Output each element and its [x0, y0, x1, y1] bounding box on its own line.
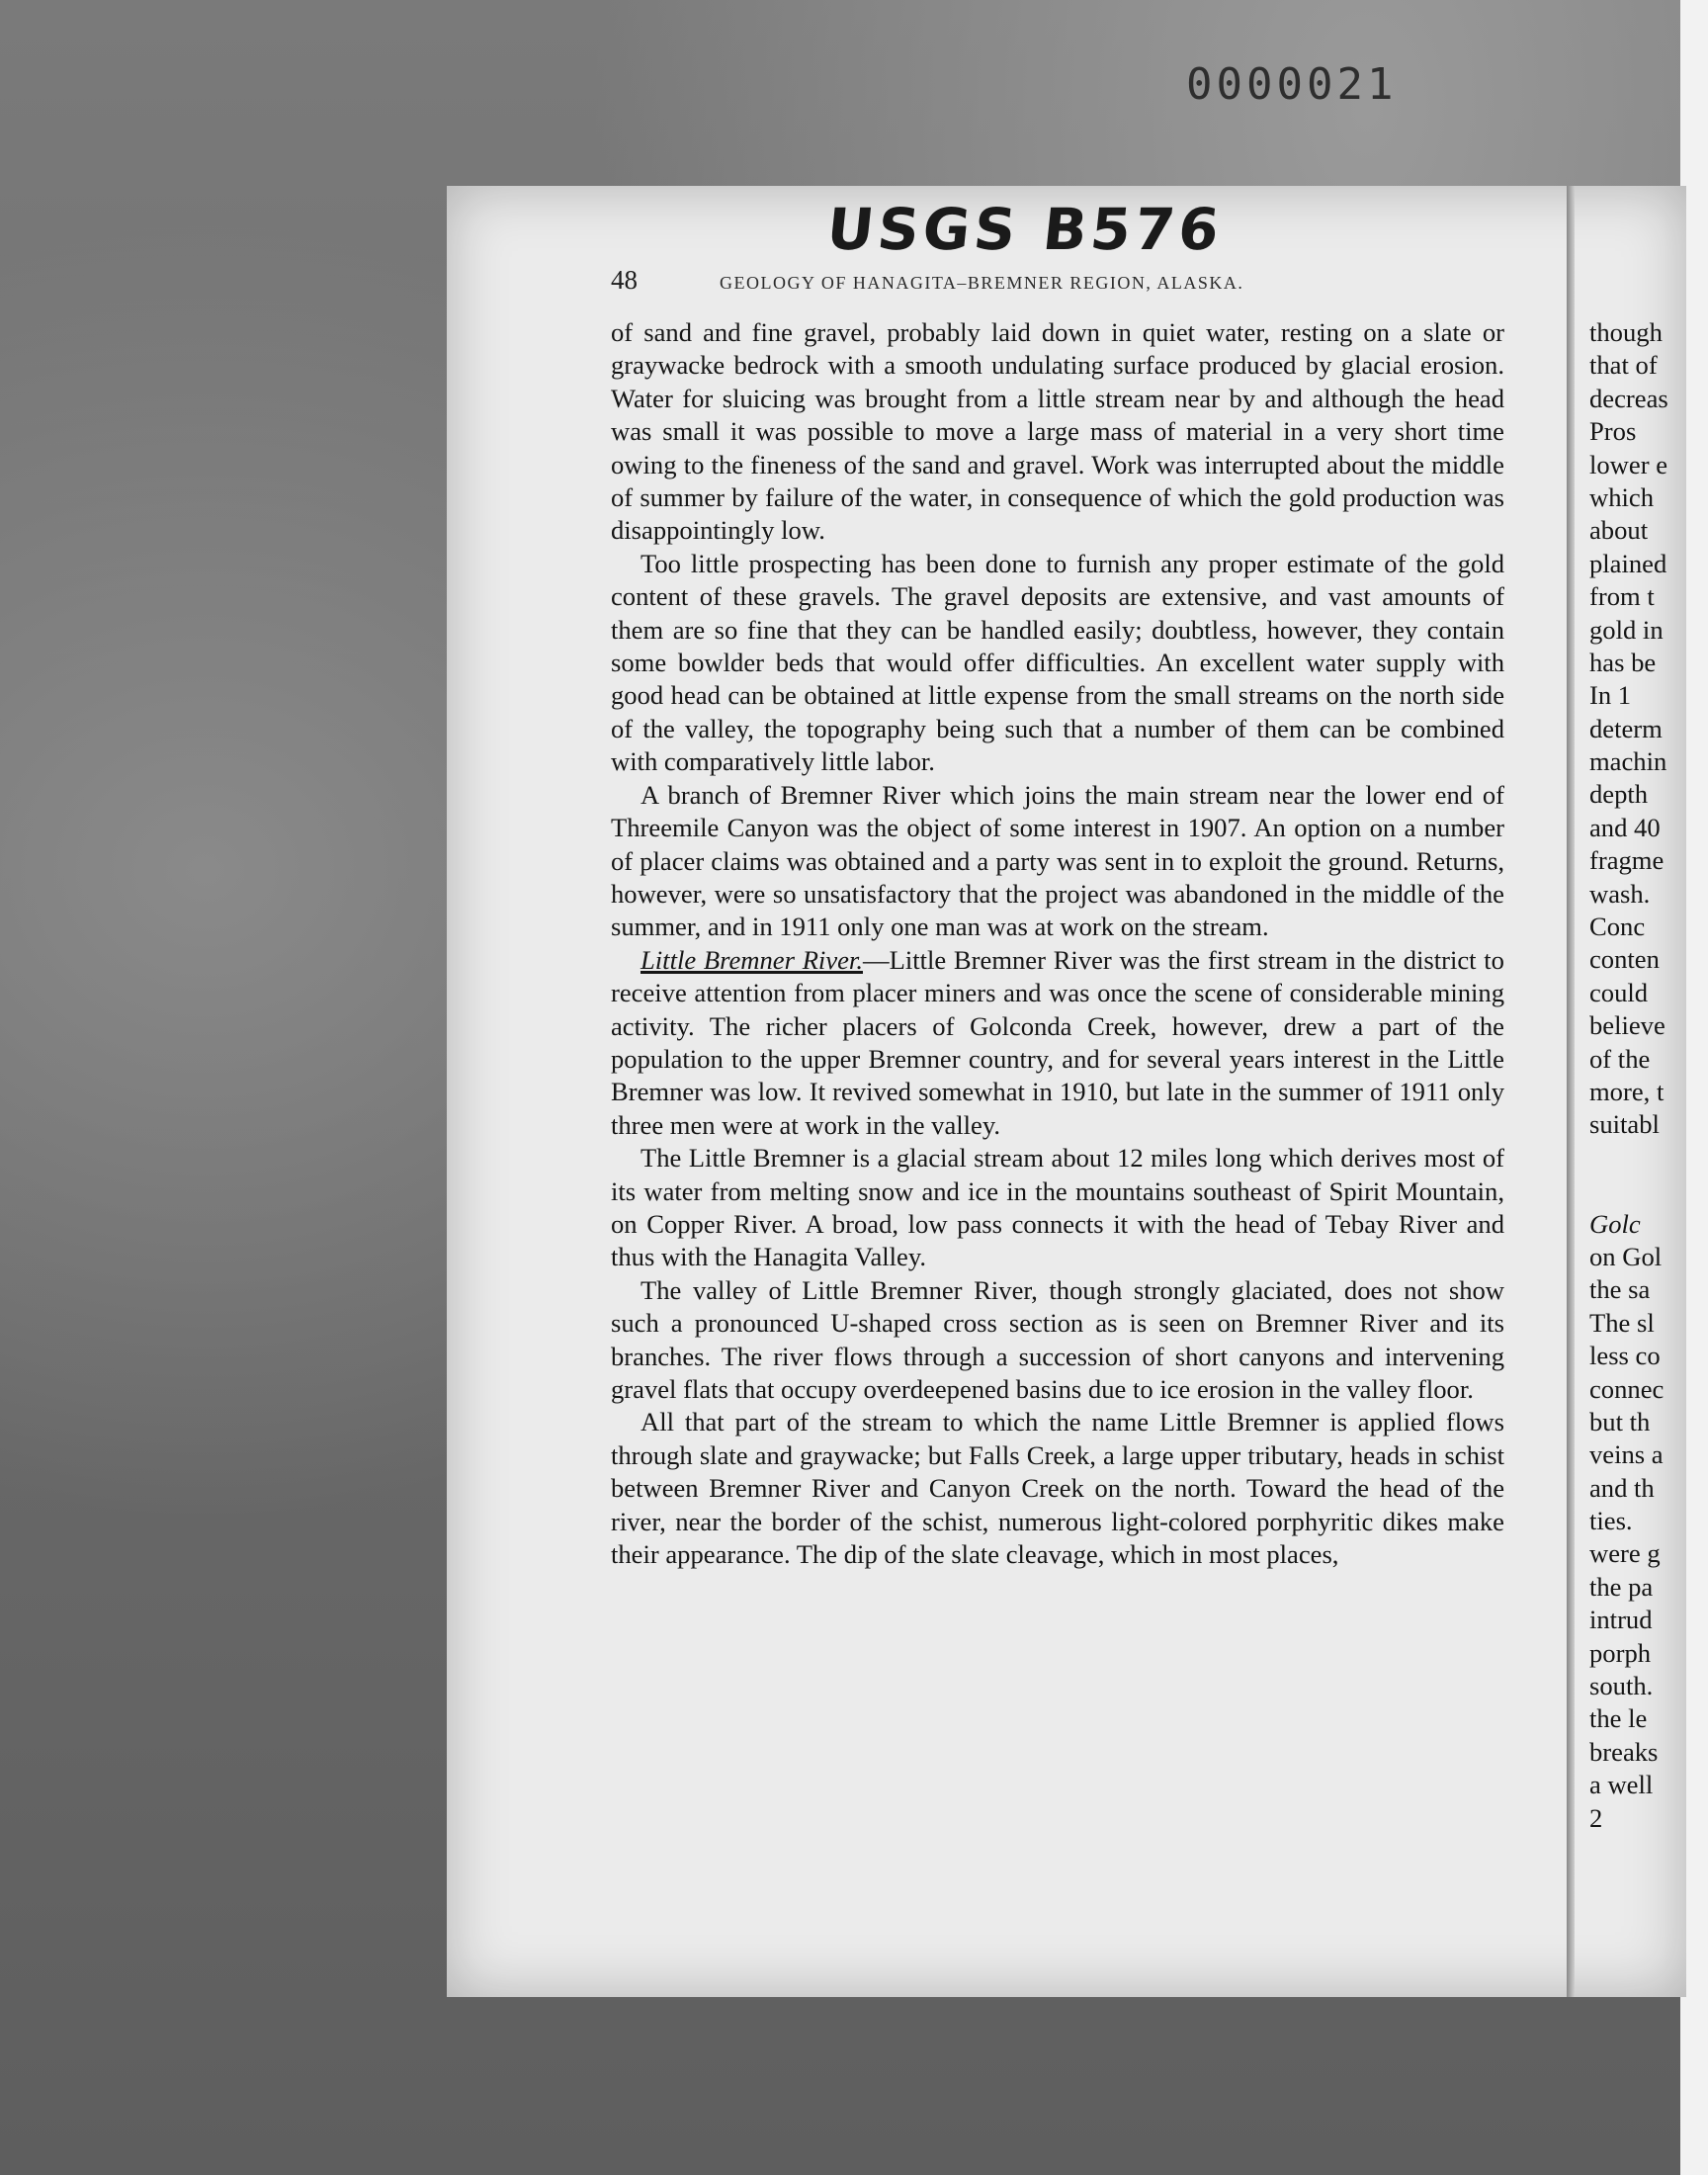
fragment-line: ties. — [1589, 1506, 1633, 1536]
paragraph: of sand and fine gravel, probably laid down in quiet water, resting on a slate or graywacke bedrock with a smooth undulating surface produced by glacial erosion. Water for sluicing was brought from a little stream near by and although the head was small it was possible to move a large mass of material in a very short time owing to the fineness of the sand and gravel. Work was interrupted about the middle of summer by failure of the water, in consequence of which the gold production was disappointingly low. — [611, 317, 1504, 546]
paragraph: The valley of Little Bremner River, though strongly glaciated, does not show such a pronounced U-shaped cross section as is seen on Bremner River and its branches. The river flows through a succession of short canyons and intervening gravel flats that occupy overdeepened basins due to ice erosion in the valley floor. — [611, 1274, 1504, 1404]
fragment-line — [1589, 1174, 1686, 1207]
fragment-line: gold in — [1589, 614, 1664, 645]
document-page — [447, 186, 1686, 1997]
fragment-line: the sa — [1589, 1274, 1651, 1305]
fragment-line: on Gol — [1589, 1241, 1663, 1271]
fragment-line: depth — [1589, 779, 1649, 810]
accession-number: 0000021 — [1186, 59, 1398, 110]
page-number: 48 — [611, 265, 638, 295]
fragment-line: from t — [1589, 581, 1655, 612]
handwritten-annotation: USGS B576 — [823, 196, 1227, 263]
fragment-line: In 1 — [1589, 680, 1632, 711]
fragment-line: machin — [1589, 746, 1667, 777]
fragment-line: plained — [1589, 548, 1667, 578]
fragment-line: could — [1589, 977, 1649, 1007]
paragraph: The Little Bremner is a glacial stream about 12 miles long which derives most of its water from melting snow and ice in the mountains southeast of Spirit Mountain, on Copper River. A broad, low pass connects it with the head of Tebay River and thus with the Hanagita Valley. — [611, 1143, 1504, 1272]
fragment-line: veins a — [1589, 1439, 1664, 1470]
fragment-line: The sl — [1589, 1307, 1655, 1338]
fragment-line: the pa — [1589, 1571, 1654, 1602]
fragment-line: believe — [1589, 1010, 1665, 1041]
fragment-line: the le — [1589, 1703, 1648, 1734]
fragment-line: south. — [1589, 1671, 1654, 1701]
fragment-line: of the — [1589, 1043, 1651, 1074]
paragraph — [611, 944, 1504, 1142]
next-page-fragment-column — [1589, 316, 1686, 1835]
fragment-line: conten — [1589, 944, 1660, 975]
fragment-line: though — [1589, 317, 1663, 347]
fragment-line — [1589, 1142, 1686, 1174]
fragment-line: has be — [1589, 647, 1657, 677]
fragment-line: intrud — [1589, 1605, 1653, 1635]
section-heading: Little Bremner River. — [640, 944, 863, 975]
main-text-column — [611, 316, 1504, 1571]
paragraph-body: —Little Bremner River was the first stream in the district to receive attention from placer miners and was once the scene of considerable mining activity. The richer placers of Golconda Creek, however, drew a part of the population to the upper Bremner country, and for several years interest in the Little Bremner was low. It revived somewhat in 1910, but late in the summer of 1911 only three men were at work in the valley. — [611, 944, 1504, 1140]
fragment-line: which — [1589, 481, 1654, 512]
fragment-line: more, t — [1589, 1076, 1665, 1106]
fragment-line: a well — [1589, 1770, 1654, 1800]
fragment-line: fragme — [1589, 845, 1665, 876]
fragment-line: but th — [1589, 1406, 1651, 1436]
fragment-line: porph — [1589, 1637, 1652, 1668]
fragment-line: connec — [1589, 1373, 1665, 1404]
fragment-line: suitabl — [1589, 1109, 1660, 1140]
fragment-line: Conc — [1589, 912, 1646, 942]
fragment-line: and 40 — [1589, 812, 1661, 842]
fragment-line: 2 — [1589, 1802, 1603, 1833]
fragment-line: about — [1589, 515, 1649, 546]
paragraph: All that part of the stream to which the name Little Bremner is applied flows through slate and graywacke; but Falls Creek, a large upper tributary, heads in schist between Bremner River and Canyon Creek on the north. Toward the head of the river, near the border of the schist, numerous light-colored porphyritic dikes make their appearance. The dip of the slate cleavage, which in most places, — [611, 1407, 1504, 1570]
fragment-line: lower e — [1589, 449, 1668, 479]
fragment-line: wash. — [1589, 878, 1651, 909]
page-header — [611, 265, 1500, 296]
running-title: GEOLOGY OF HANAGITA–BREMNER REGION, ALASKA. — [720, 273, 1244, 293]
fragment-line: less co — [1589, 1341, 1661, 1371]
paragraph: Too little prospecting has been done to furnish any proper estimate of the gold content of these gravels. The gravel deposits are extensive, and vast amounts of them are so fine that they can be handled easily; doubtless, however, they contain some bowlder beds that would offer difficulties. An excellent water supply with good head can be obtained at little expense from the small streams on the north side of the valley, the topography being such that a number of them can be combined with comparatively little labor. — [611, 548, 1504, 777]
fragment-line: and th — [1589, 1472, 1655, 1503]
fragment-line: were g — [1589, 1538, 1661, 1569]
fragment-line: that of — [1589, 350, 1658, 381]
fragment-line: Golc — [1589, 1208, 1641, 1239]
page-fold-edge — [1567, 186, 1575, 1997]
fragment-line: determ — [1589, 713, 1663, 743]
fragment-line: breaks — [1589, 1736, 1659, 1767]
fragment-line: decreas — [1589, 383, 1668, 413]
fragment-line: Pros — [1589, 416, 1637, 447]
paragraph: A branch of Bremner River which joins the main stream near the lower end of Threemile Canyon was the object of some interest in 1907. An option on a number of placer claims was obtained and a party was sent in to exploit the ground. Returns, however, were so unsatisfactory that the project was abandoned in the middle of the summer, and in 1911 only one man was at work on the stream. — [611, 779, 1504, 942]
